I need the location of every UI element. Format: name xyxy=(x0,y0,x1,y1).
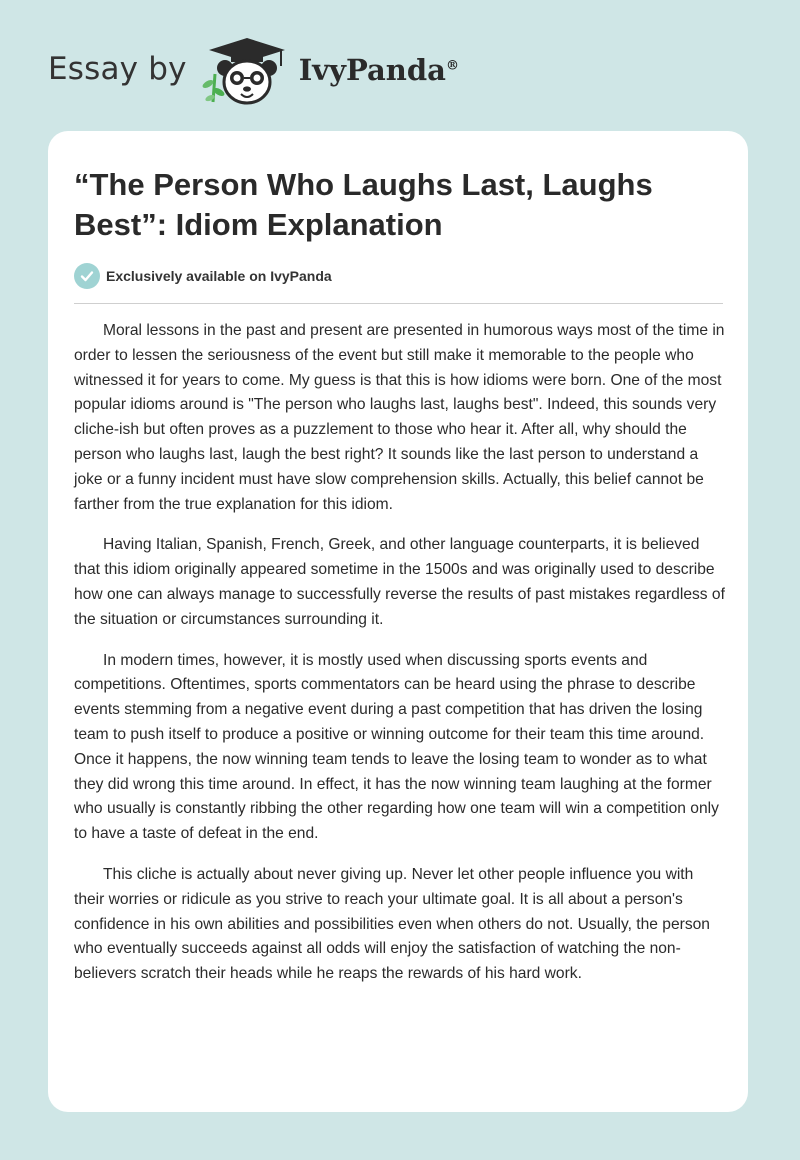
paragraph: In modern times, however, it is mostly used when discussing sports events and competitions. Oftentimes, sports commentators can be heard using the phrase to describe events stemming from a negative event during a past competition that has driven the losing team to push itself to produce a positive or winning outcome for their team this time around. Once it happens, the now winning team tends to leave the losing team to wonder as to what they did wrong this time around. In effect, it has the now winning team laughing at the former who usually is constantly ribbing the other regarding how one team will win a competition only to have a taste of defeat in the end. xyxy=(74,651,719,843)
check-icon xyxy=(74,263,100,289)
paragraph: Having Italian, Spanish, French, Greek, and other language counterparts, it is believed that this idiom originally appeared sometime in the 1500s and was originally used to describe how one can always manage to successfully reverse the results of past mistakes regardless of the situation or circumstances surrounding it. xyxy=(74,536,725,628)
paragraph: Moral lessons in the past and present are presented in humorous ways most of the time in order to lessen the seriousness of the event but still make it memorable to the people who witnessed it for years to come. My guess is that this is how idioms were born. One of the most popular idioms around is "The person who laughs last, laughs best". Indeed, this sounds very cliche-ish but often proves as a puzzlement to those who hear it. After all, why should the person who laughs last, laugh the best right? It sounds like the last person to understand a joke or a funny incident must have slow comprehension skills. Actually, this belief cannot be farther from the true explanation for this idiom. xyxy=(74,322,725,513)
exclusive-label: Exclusively available on IvyPanda xyxy=(106,268,332,284)
brand-name xyxy=(299,53,459,87)
essay-by-label: Essay by xyxy=(48,51,187,87)
divider xyxy=(74,303,723,304)
site-header xyxy=(48,34,459,110)
registered-mark: ® xyxy=(445,58,459,74)
essay-title: “The Person Who Laughs Last, Laughs Best”: Idiom Explanation xyxy=(74,167,653,242)
brand-text: IvyPanda xyxy=(298,53,446,87)
essay-card xyxy=(48,131,748,1112)
essay-body xyxy=(74,319,726,1003)
exclusive-badge xyxy=(74,263,332,289)
panda-graduate-icon xyxy=(201,34,293,110)
paragraph: This cliche is actually about never giving up. Never let other people influence you with their worries or ridicule as you strive to reach your ultimate goal. It is all about a person's confidence in his own abilities and possibilities even when others do not. Usually, the person who eventually succeeds against all odds will enjoy the satisfaction of watching the non-believers scratch their heads while he reaps the rewards of his hard work. xyxy=(74,865,710,983)
